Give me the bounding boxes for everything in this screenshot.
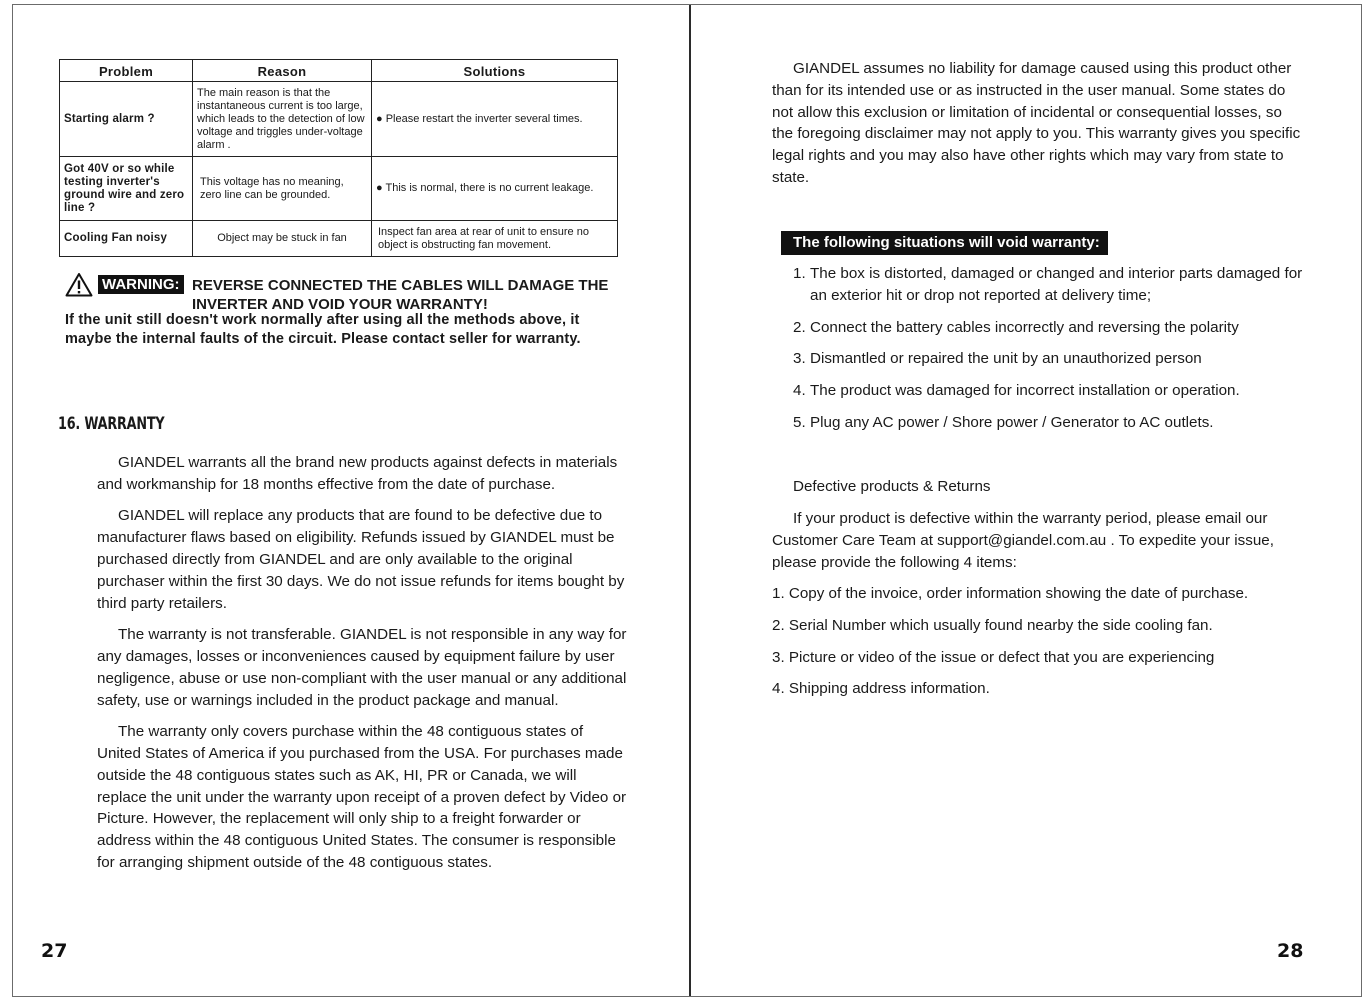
list-item-number: 5.	[793, 413, 806, 431]
required-items-list	[772, 583, 1312, 710]
troubleshooting-table	[59, 59, 618, 257]
list-item	[793, 380, 1313, 402]
paragraph: GIANDEL will replace any products that are found to be defective due to manufacturer flaws based on eligibility. Refunds issued by GIANDEL must be purchased directly from GIANDEL and are only available to the original purchaser within the first 30 days. We do not issue refunds for items bought by third party retailers.	[97, 507, 625, 612]
list-item-text: The product was damaged for incorrect installation or operation.	[810, 382, 1240, 400]
list-item-number: 2.	[793, 318, 806, 336]
liability-intro	[772, 58, 1302, 189]
solution-cell: ● This is normal, there is no current leakage.	[372, 157, 618, 221]
defective-returns-text	[772, 508, 1302, 573]
defective-returns-title: Defective products & Returns	[793, 478, 991, 495]
table-row	[60, 157, 618, 221]
column-header-solutions: Solutions	[372, 60, 618, 82]
table-header-row	[60, 60, 618, 82]
section-title: 16. WARRANTY	[58, 414, 165, 433]
list-item-text: The box is distorted, damaged or changed and interior parts damaged for an exterior hit or drop not reported at delivery time;	[810, 265, 1303, 304]
problem-cell: Got 40V or so while testing inverter's ground wire and zero line ?	[60, 157, 193, 221]
problem-cell: Starting alarm ?	[60, 82, 193, 157]
void-warranty-list	[793, 263, 1313, 444]
solution-cell: ● Please restart the inverter several times.	[372, 82, 618, 157]
page-fold-divider	[689, 5, 691, 996]
warning-text: REVERSE CONNECTED THE CABLES WILL DAMAGE THE INVERTER AND VOID YOUR WARRANTY!	[192, 277, 609, 313]
table-row	[60, 221, 618, 257]
list-item	[793, 348, 1313, 370]
reason-cell: The main reason is that the instantaneous current is too large, which leads to the detection of low voltage and triggles under-voltage alarm .	[193, 82, 372, 157]
list-item-text: Dismantled or repaired the unit by an unauthorized person	[810, 350, 1202, 368]
solution-cell: Inspect fan area at rear of unit to ensure no object is obstructing fan movement.	[372, 221, 618, 257]
list-item: 4. Shipping address information.	[772, 680, 990, 698]
page-number-left: 27	[41, 940, 68, 962]
paragraph: If your product is defective within the warranty period, please email our Customer Care Team at support@giandel.com.au . To expedite your issue, please provide the following 4 items:	[772, 510, 1274, 571]
void-warranty-heading: The following situations will void warranty:	[781, 231, 1108, 255]
warning-followup-text: If the unit still doesn't work normally after using all the methods above, it maybe the internal faults of the circuit. Please contact seller for warranty.	[65, 312, 581, 347]
warranty-body	[97, 452, 627, 884]
paragraph: The warranty is not transferable. GIANDEL is not responsible in any way for any damages, losses or inconveniences caused by equipment failure by user negligence, abuse or use non-compliant with the user manual or any additional safety, use or warnings included in the product package and manual.	[97, 626, 627, 709]
table-row	[60, 82, 618, 157]
column-header-reason: Reason	[193, 60, 372, 82]
column-header-problem: Problem	[60, 60, 193, 82]
reason-cell: Object may be stuck in fan	[193, 221, 372, 257]
warning-label: WARNING:	[98, 275, 184, 294]
list-item-number: 1.	[793, 265, 806, 282]
list-item-number: 4.	[793, 382, 806, 400]
list-item	[793, 317, 1313, 339]
warning-triangle-icon	[65, 272, 93, 297]
list-item: 2. Serial Number which usually found nearby the side cooling fan.	[772, 616, 1213, 634]
list-item-text: Connect the battery cables incorrectly and reversing the polarity	[810, 318, 1239, 336]
list-item-text: Plug any AC power / Shore power / Generator to AC outlets.	[810, 413, 1214, 431]
page-number-right: 28	[1277, 940, 1304, 962]
list-item	[793, 412, 1313, 434]
list-item	[793, 263, 1313, 307]
paragraph: The warranty only covers purchase within the 48 contiguous states of United States of America if you purchased from the USA. For purchases made outside the 48 contiguous states such as AK, HI, PR or Canada, we will replace the unit under the warranty upon receipt of a proven defect by Video or Picture. However, the replacement will only ship to a freight forwarder or address within the 48 contiguous United States. The consumer is responsible for arranging shipment outside of the 48 contiguous states.	[97, 723, 627, 871]
list-item: 3. Picture or video of the issue or defect that you are experiencing	[772, 648, 1215, 666]
paragraph: GIANDEL warrants all the brand new products against defects in materials and workmanship for 18 months effective from the date of purchase.	[97, 454, 618, 493]
reason-cell: This voltage has no meaning, zero line can be grounded.	[193, 157, 372, 221]
paragraph: GIANDEL assumes no liability for damage caused using this product other than for its intended use or as instructed in the user manual. Some states do not allow this exclusion or limitation of incidental or consequential losses, so the foregoing disclaimer may not apply to you. This warranty gives you specific legal rights and you may also have other rights which may vary from state to state.	[772, 60, 1301, 186]
list-item-number: 3.	[793, 350, 806, 368]
list-item: 1. Copy of the invoice, order information showing the date of purchase.	[772, 585, 1249, 602]
problem-cell: Cooling Fan noisy	[60, 221, 193, 257]
